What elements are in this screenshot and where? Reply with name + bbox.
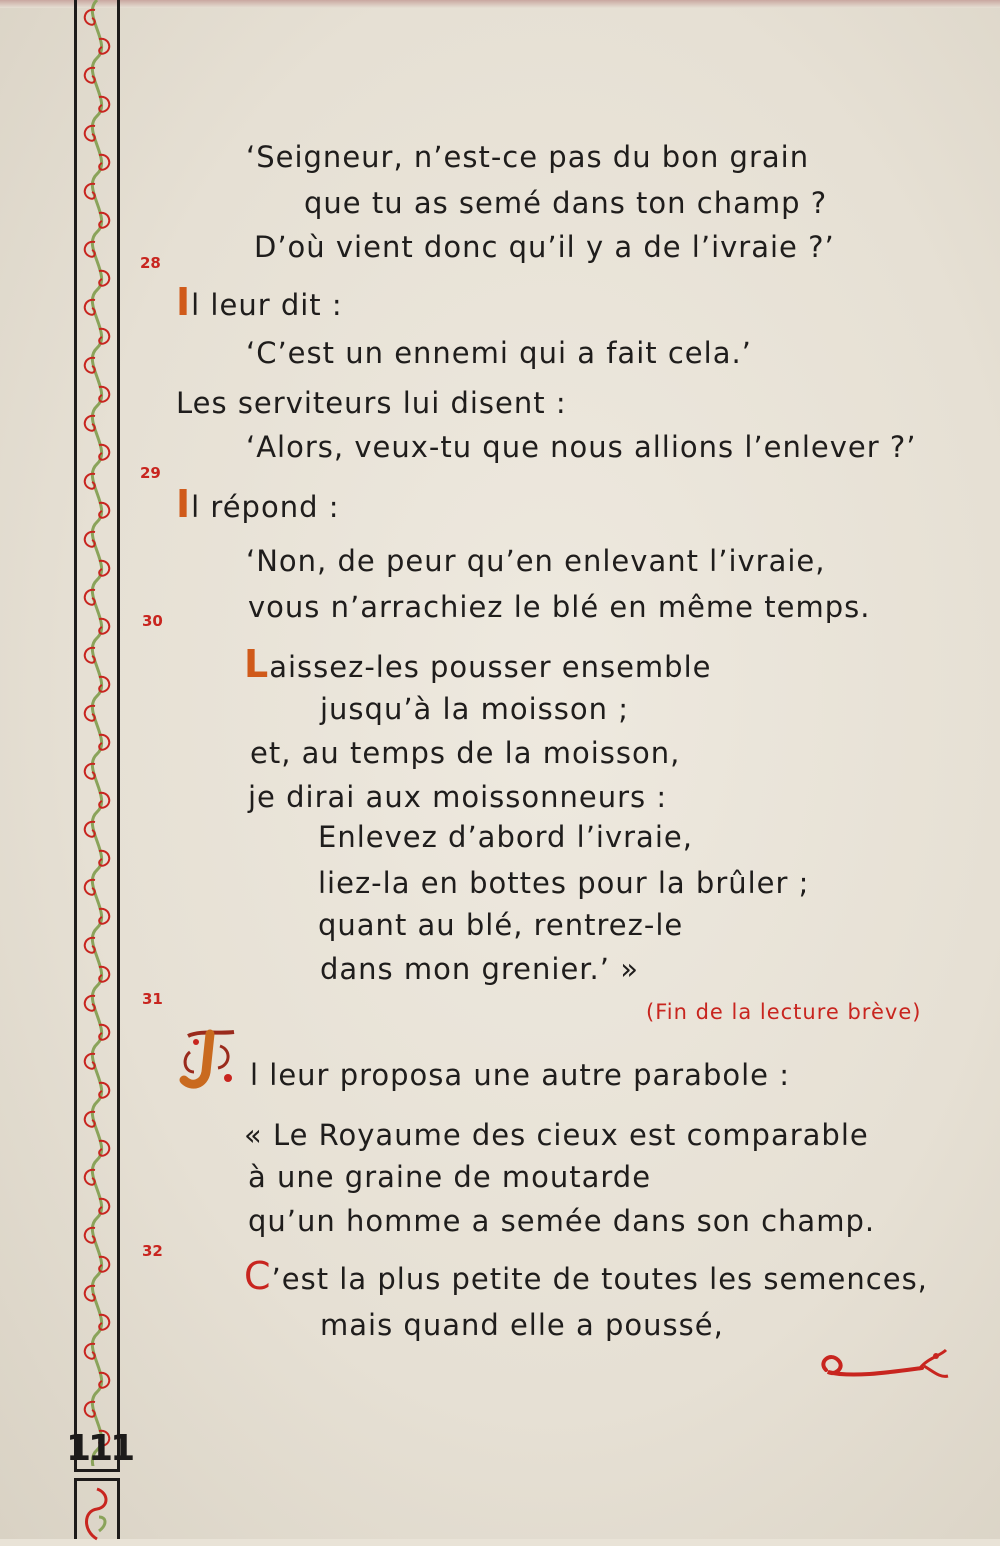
text-line: à une graine de moutarde: [248, 1160, 652, 1194]
scroll-ornament-icon: [77, 1481, 117, 1542]
text-line: liez-la en bottes pour la brûler ;: [318, 866, 810, 900]
verse-number-28: 28: [140, 254, 161, 272]
initial-letter: C: [244, 1254, 272, 1298]
flourish-ornament-icon: [812, 1342, 952, 1392]
verse-number-29: 29: [140, 464, 161, 482]
text-span: ’est la plus petite de toutes les semences,: [271, 1262, 928, 1296]
text-line: ‘C’est un ennemi qui a fait cela.’: [246, 336, 752, 370]
text-span: aissez-les pousser ensemble: [269, 650, 712, 684]
text-line: ‘Non, de peur qu’en enlevant l’ivraie,: [246, 544, 826, 578]
initial-letter: I: [176, 280, 192, 324]
text-line-verse-30: [244, 642, 711, 686]
text-line: ‘Alors, veux-tu que nous allions l’enlever ?’: [246, 430, 917, 464]
rubric-note: (Fin de la lecture brève): [646, 1000, 922, 1024]
text-span: l répond :: [191, 490, 340, 524]
initial-letter: L: [244, 642, 270, 686]
verse-number-31: 31: [142, 990, 163, 1008]
text-line: jusqu’à la moisson ;: [320, 692, 629, 726]
verse-number-30: 30: [142, 612, 163, 630]
text-line: D’où vient donc qu’il y a de l’ivraie ?’: [254, 230, 835, 264]
text-line: quant au blé, rentrez-le: [318, 908, 684, 942]
text-line: ‘Seigneur, n’est-ce pas du bon grain: [246, 140, 810, 174]
text-line-verse-28: [176, 280, 343, 324]
initial-letter: I: [176, 482, 192, 526]
text-line-verse-29: [176, 482, 339, 526]
text-span: l leur dit :: [191, 288, 343, 322]
text-line: Les serviteurs lui disent :: [176, 386, 567, 420]
vine-ornament-icon: [77, 0, 117, 1466]
text-line: et, au temps de la moisson,: [250, 736, 681, 770]
text-line: qu’un homme a semée dans son champ.: [248, 1204, 876, 1238]
text-line: mais quand elle a poussé,: [320, 1308, 724, 1342]
text-line: « Le Royaume des cieux est comparable: [244, 1118, 869, 1152]
border-lower-box: [74, 1478, 120, 1539]
verse-number-32: 32: [142, 1242, 163, 1260]
top-edge: [0, 0, 1000, 8]
text-line-verse-32: [244, 1254, 928, 1298]
text-line: je dirai aux moissonneurs :: [248, 780, 668, 814]
page-number: 111: [66, 1428, 133, 1469]
text-line: Enlevez d’abord l’ivraie,: [318, 820, 693, 854]
illuminated-initial-icon: [176, 1028, 248, 1092]
text-line: que tu as semé dans ton champ ?: [304, 186, 828, 220]
decorative-border: [74, 0, 120, 1472]
text-line: dans mon grenier.’ »: [320, 952, 639, 986]
text-line-verse-31: l leur proposa une autre parabole :: [250, 1058, 790, 1092]
text-line: vous n’arrachiez le blé en même temps.: [248, 590, 871, 624]
